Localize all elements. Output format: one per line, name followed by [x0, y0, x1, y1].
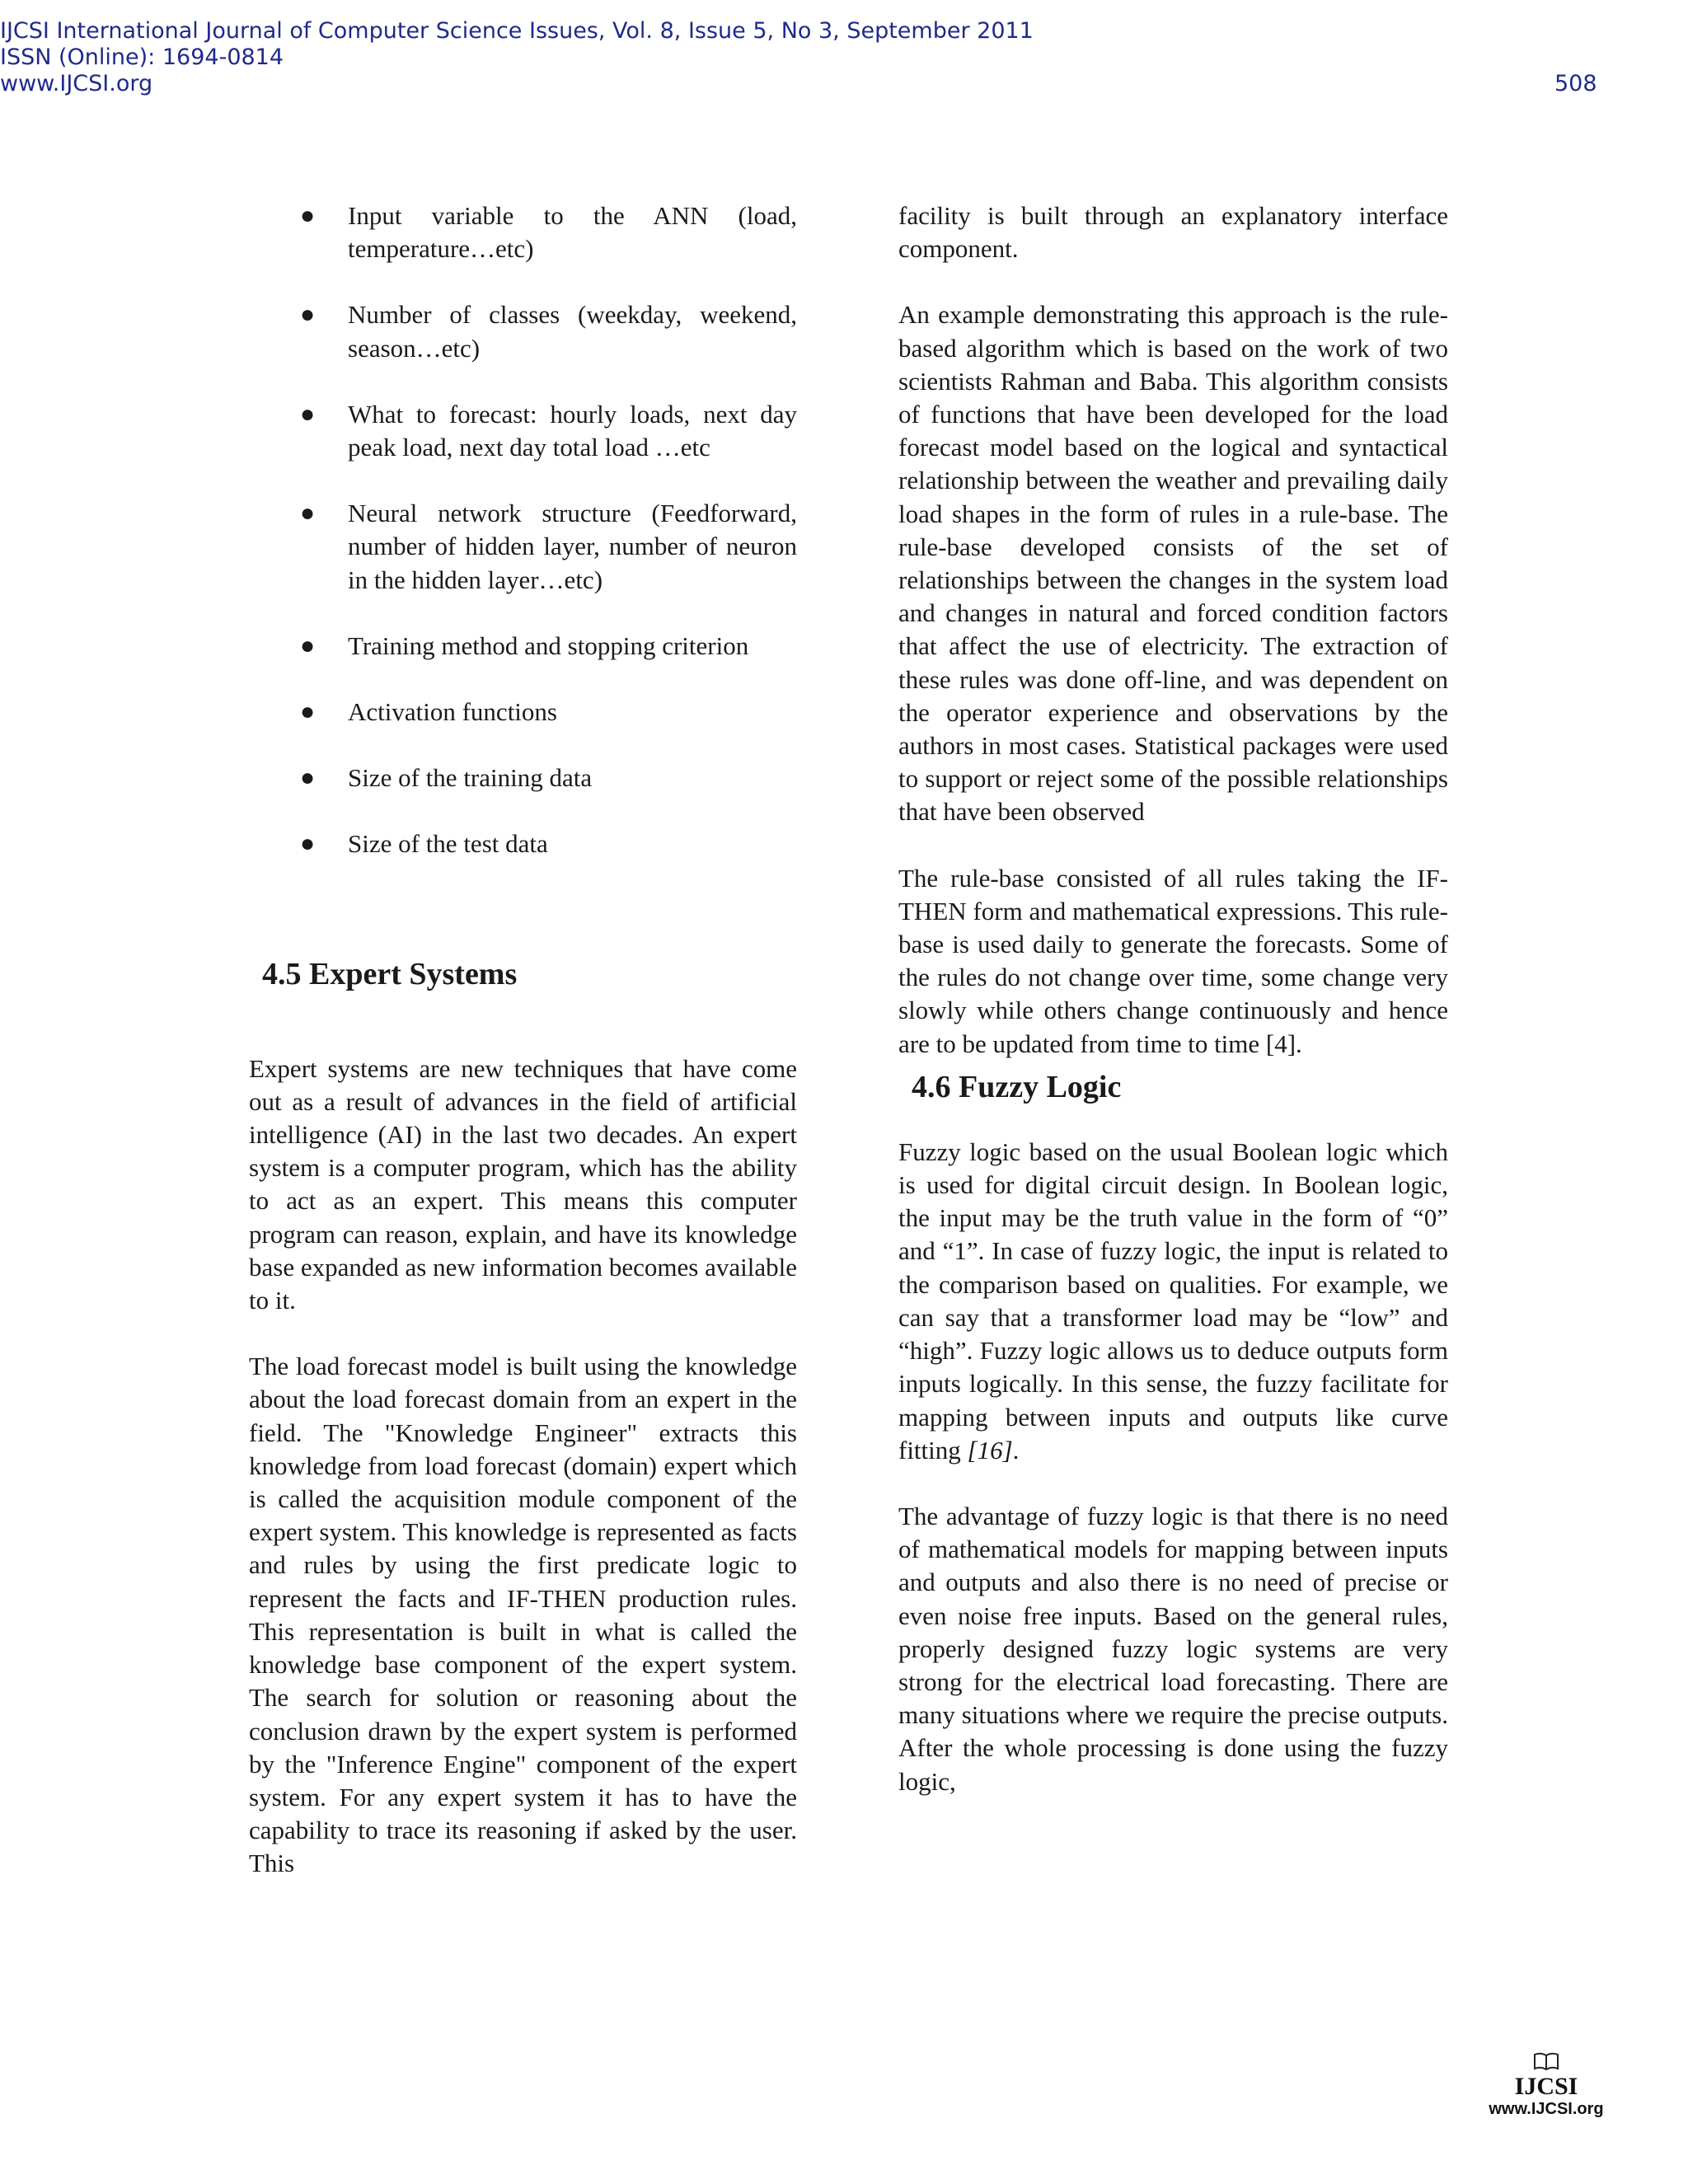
citation: [16]: [967, 1435, 1013, 1465]
bullet-icon: ●: [300, 764, 316, 792]
list-item: ● Neural network structure (Feedforward, number of hidden layer, number of neuron in the hidden layer…etc): [300, 499, 797, 594]
logo-text: IJCSI: [1514, 2073, 1578, 2100]
journal-website: www.IJCSI.org: [0, 71, 153, 96]
paragraph: The load forecast model is built using the knowledge about the load forecast domain from an expert in the field. The "Knowledge Engineer" extracts this knowledge from load forecast (domain) expert which is called the acquisition module component of the expert system. This knowledge is represented as facts and rules by using the first predicate logic to represent the facts and IF-THEN production rules. This representation is built in what is called the knowledge base component of the expert system. The search for solution or reasoning about the conclusion drawn by the expert system is performed by the "Inference Engine" component of the expert system. For any expert system it has to have the capability to trace its reasoning if asked by the user. This: [249, 1352, 797, 1878]
list-item: ● Number of classes (weekday, weekend, season…etc): [300, 300, 797, 363]
issn-line: ISSN (Online): 1694-0814: [0, 45, 284, 70]
list-item: ● What to forecast: hourly loads, next day peak load, next day total load …etc: [300, 399, 797, 462]
paragraph: The advantage of fuzzy logic is that there is no need of mathematical models for mapping between inputs and outputs and also there is no need of precise or even noise free inputs. Based on the general rules, properly designed fuzzy logic systems are very strong for the electrical load forecasting. There are many situations where we require the precise outputs. After the whole processing is done using the fuzzy logic,: [898, 1501, 1448, 1796]
bullet-icon: ●: [300, 499, 316, 527]
left-column: [249, 199, 797, 1881]
paragraph: The rule-base consisted of all rules taking the IF-THEN form and mathematical expressions. This rule-base is used daily to generate the forecasts. Some of the rules do not change over time, some change very slowly while others change continuously and hence are to be updated from time to time [4].: [898, 863, 1448, 1058]
bullet-icon: ●: [300, 631, 316, 659]
paragraph: Expert systems are new techniques that have come out as a result of advances in the field of artificial intelligence (AI) in the last two decades. An expert system is a computer program, which has the ability to act as an expert. This means this computer program can reason, explain, and have its knowledge base expanded as new information becomes available to it.: [249, 1053, 797, 1315]
bullet-icon: ●: [300, 400, 316, 428]
bullet-icon: ●: [300, 698, 316, 726]
open-book-icon: [1475, 2052, 1617, 2074]
page-number: 508: [1554, 71, 1597, 96]
journal-title-line: IJCSI International Journal of Computer Science Issues, Vol. 8, Issue 5, No 3, September 2011: [0, 18, 1034, 44]
paragraph: Fuzzy logic based on the usual Boolean logic which is used for digital circuit design. In Boolean logic, the input may be the truth value in the form of “0” and “1”. In case of fuzzy logic, the input is related to the comparison based on qualities. For example, we can say that a transformer load may be “low” and “high”. Fuzzy logic allows us to deduce outputs form inputs logically. In this sense, the fuzzy facilitate for mapping between inputs and outputs like curve fitting [16].: [898, 1137, 1448, 1465]
open-book-icon-svg: [1534, 2052, 1559, 2070]
logo-url: www.IJCSI.org: [1489, 2100, 1604, 2118]
section-heading-fuzzy-logic: 4.6 Fuzzy Logic: [912, 1069, 1122, 1104]
list-item: ● Input variable to the ANN (load, temperature…etc): [300, 201, 797, 264]
paragraph: An example demonstrating this approach is the rule-based algorithm which is based on the work of two scientists Rahman and Baba. This algorithm consists of functions that have been developed for the load forecast model based on the logical and syntactical relationship between the weather and prevailing daily load shapes in the form of rules in a rule-base. The rule-base developed consists of the set of relationships between the changes in the system load and changes in natural and forced condition factors that affect the use of electricity. The extraction of these rules was done off-line, and was dependent on the operator experience and observations by the authors in most cases. Statistical packages were used to support or reject some of the possible relationships that have been observed: [898, 300, 1448, 827]
list-item: ● Size of the training data: [249, 762, 797, 794]
paragraph: facility is built through an explanatory interface component.: [898, 201, 1448, 264]
right-column: [898, 199, 1448, 1798]
list-item: ● Activation functions: [249, 696, 797, 729]
running-header: [0, 18, 1034, 97]
bullet-icon: ●: [300, 830, 316, 858]
ijcsi-footer-logo: [1475, 2052, 1617, 2119]
list-item: ● Size of the test data: [249, 827, 797, 860]
ann-parameter-list: [249, 199, 797, 861]
bullet-icon: ●: [300, 301, 316, 329]
section-heading-expert-systems: 4.5 Expert Systems: [262, 956, 518, 991]
bullet-icon: ●: [300, 202, 316, 229]
list-item: ● Training method and stopping criterion: [249, 630, 797, 663]
